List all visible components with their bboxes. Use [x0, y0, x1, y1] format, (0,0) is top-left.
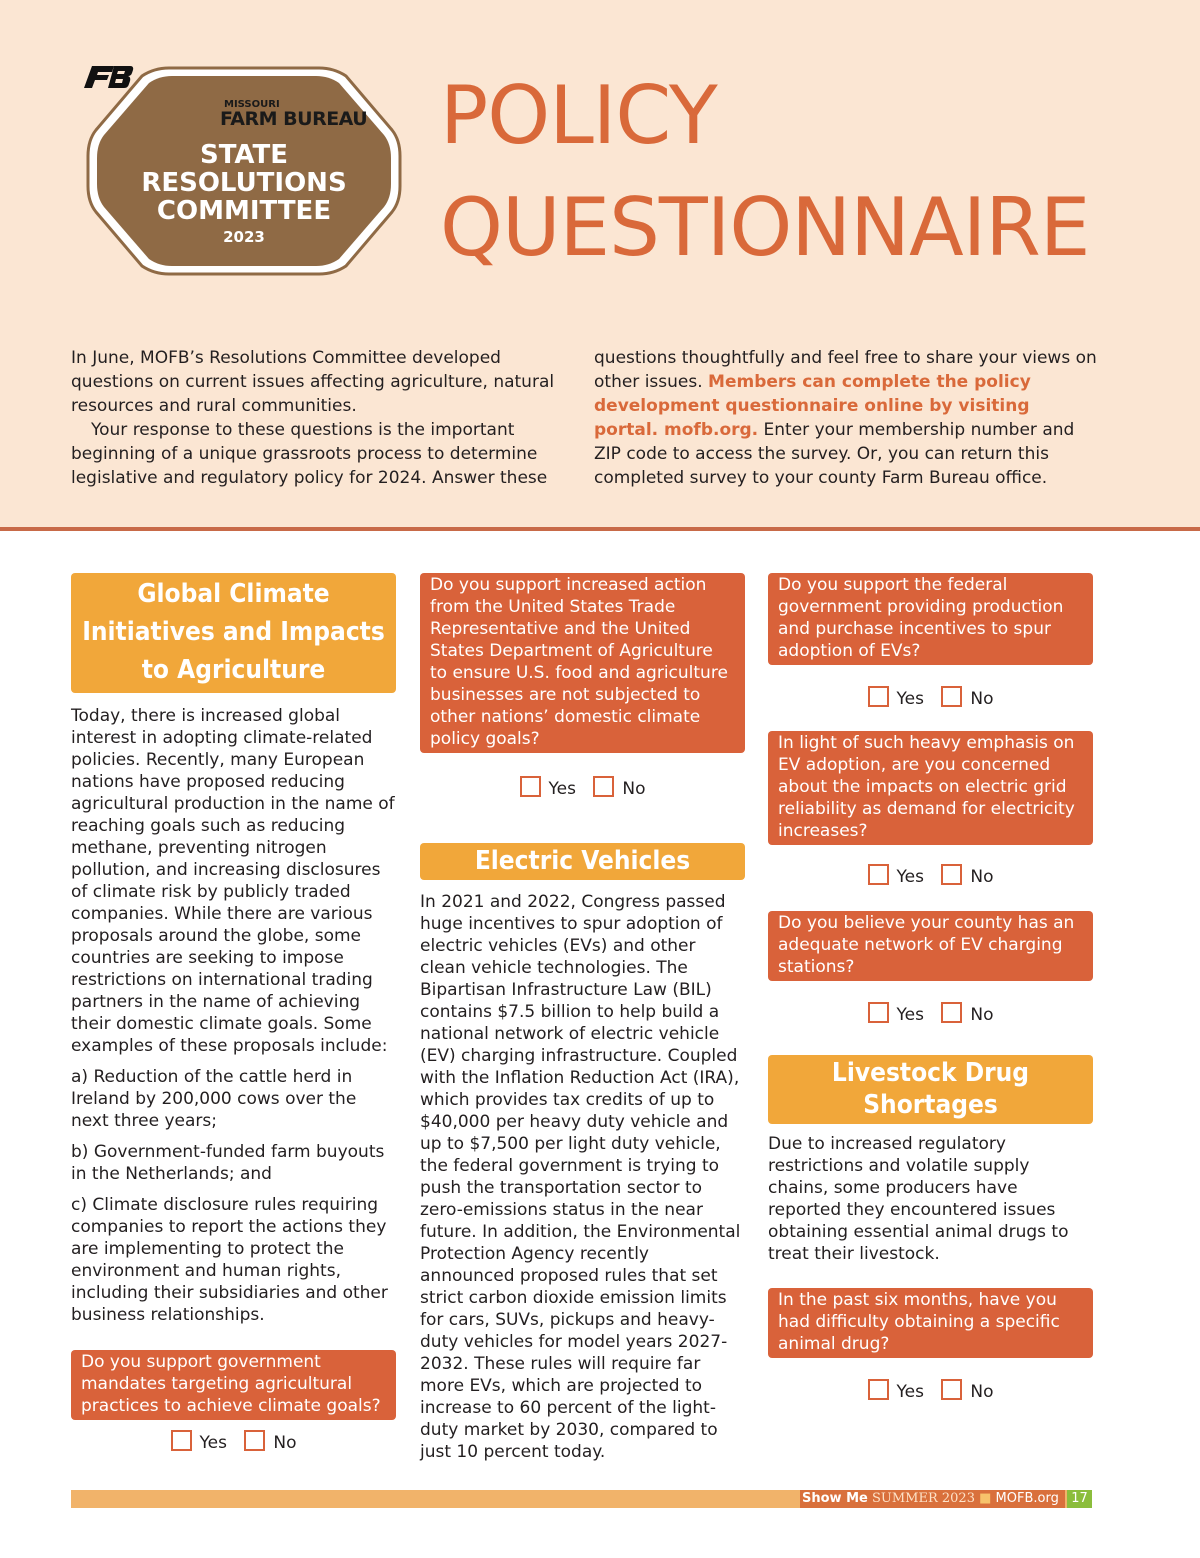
page-title — [440, 60, 1089, 284]
answer-ev-charging — [768, 1001, 1093, 1041]
yes-label: Yes — [896, 867, 924, 887]
title-line-1: POLICY — [440, 69, 717, 162]
yes-option[interactable] — [868, 685, 924, 713]
climate-item-a: a) Reduction of the cattle herd in Ireland by 200,000 cows over the next three years; — [71, 1067, 357, 1131]
logo-big-text: FARM BUREAU — [220, 108, 368, 130]
no-label: No — [970, 1005, 994, 1025]
climate-item-c: c) Climate disclosure rules requiring companies to report the actions they are implementing to protect the environment and human rights, including their subsidiaries and other business relationships. — [71, 1195, 388, 1325]
column-ev — [420, 573, 745, 1463]
column-livestock — [768, 573, 1093, 1418]
answer-grid-reliability — [768, 863, 1093, 903]
no-option[interactable] — [941, 1001, 993, 1029]
intro-paragraph-2: Your response to these questions is the important beginning of a unique grassroots process to determine legislative and regulatory policy for 2024. Answer these — [71, 420, 548, 488]
no-checkbox[interactable] — [244, 1430, 265, 1451]
yes-option[interactable] — [520, 775, 576, 803]
no-option[interactable] — [941, 685, 993, 713]
yes-checkbox[interactable] — [520, 776, 541, 797]
intro-text: questions thoughtfully and feel free to share your views on other issues. — [594, 348, 1097, 392]
no-checkbox[interactable] — [941, 1379, 962, 1400]
intro-text-end: Enter your membership number and ZIP code to access the survey. Or, you can return this completed survey to your county Farm Bureau office. — [594, 420, 1075, 488]
no-checkbox[interactable] — [941, 686, 962, 707]
footer-separator: ■ — [979, 1491, 992, 1506]
climate-item-b: b) Government-funded farm buyouts in the Netherlands; and — [71, 1142, 385, 1184]
header-panel — [0, 0, 1200, 531]
page-number: 17 — [1067, 1490, 1092, 1508]
column-climate — [71, 573, 396, 1469]
question-animal-drug: In the past six months, have you had difficulty obtaining a specific animal drug? — [768, 1288, 1093, 1358]
question-ev-charging: Do you believe your county has an adequate network of EV charging stations? — [768, 911, 1093, 981]
footer-info — [800, 1490, 1065, 1508]
badge-line-3: COMMITTEE — [156, 196, 332, 226]
intro-paragraph-1: In June, MOFB’s Resolutions Committee developed questions on current issues affecting agriculture, natural resources and rural communities. — [71, 348, 555, 416]
no-checkbox[interactable] — [593, 776, 614, 797]
intro-left-column — [71, 346, 576, 490]
badge-year: 2023 — [223, 228, 265, 246]
no-option[interactable] — [941, 863, 993, 891]
yes-label: Yes — [896, 1382, 924, 1402]
ev-body: In 2021 and 2022, Congress passed huge incentives to spur adoption of electric vehicles (EVs) and other clean vehicle technologies. The Bipartisan Infrastructure Law (BIL) contains $7.5 billion to help build a national network of electric vehicle (EV) charging infrastructure. Coupled with the Inflation Reduction Act (IRA), which provides tax credits of up to $40,000 per heavy duty vehicle and up to $7,500 per light duty vehicle, the federal government is trying to push the transportation sector to zero-emissions status in the near future. In addition, the Environmental Protection Agency recently announced proposed rules that set strict carbon dioxide emission limits for cars, SUVs, pickups and heavy-duty vehicles for model years 2027-2032. These rules will require far more EVs, which are projected to increase to 60 percent of the light-duty market by 2030, compared to just 10 percent today. — [420, 892, 741, 1462]
no-label: No — [273, 1433, 297, 1453]
yes-checkbox[interactable] — [868, 1379, 889, 1400]
yes-label: Yes — [199, 1433, 227, 1453]
no-label: No — [622, 779, 646, 799]
answer-animal-drug — [768, 1378, 1093, 1418]
intro-paragraph-3 — [594, 346, 1099, 490]
yes-option[interactable] — [868, 1378, 924, 1406]
yes-checkbox[interactable] — [171, 1430, 192, 1451]
no-checkbox[interactable] — [941, 864, 962, 885]
farm-bureau-logo-icon — [84, 64, 134, 88]
no-label: No — [970, 1382, 994, 1402]
section-heading-climate: Global Climate Initiatives and Impacts to Agriculture — [71, 573, 396, 693]
issue-season: SUMMER 2023 — [871, 1491, 975, 1506]
section-heading-livestock: Livestock Drug Shortages — [768, 1055, 1093, 1124]
yes-checkbox[interactable] — [868, 1002, 889, 1023]
yes-label: Yes — [896, 1005, 924, 1025]
section-heading-ev: Electric Vehicles — [420, 843, 745, 880]
answer-trade-action — [420, 775, 745, 815]
no-label: No — [970, 689, 994, 709]
badge-line-1: STATE — [199, 140, 289, 170]
committee-badge — [84, 64, 404, 278]
answer-ev-incentives — [768, 685, 1093, 725]
yes-checkbox[interactable] — [868, 686, 889, 707]
livestock-body: Due to increased regulatory restrictions and volatile supply chains, some producers have reported they encountered issues obtaining essential animal drugs to treat their livestock. — [768, 1134, 1069, 1264]
climate-body: Today, there is increased global interest in adopting climate-related policies. Recently, many European nations have proposed reducing agricultural production in the name of reaching goals such as reducing methane, preventing nitrogen pollution, and increasing disclosures of climate risk by publicly traded companies. While there are various proposals around the globe, some countries are seeking to impose restrictions on international trading partners in the name of achieving their domestic climate goals. Some examples of these proposals include: — [71, 706, 395, 1056]
yes-label: Yes — [896, 689, 924, 709]
question-grid-reliability: In light of such heavy emphasis on EV adoption, are you concerned about the impacts on electric grid reliability as demand for electricity increases? — [768, 731, 1093, 845]
intro-right-column — [594, 346, 1099, 490]
title-line-2: QUESTIONNAIRE — [440, 181, 1090, 274]
no-option[interactable] — [244, 1429, 296, 1457]
question-trade-action: Do you support increased action from the United States Trade Representative and the United States Department of Agriculture to ensure U.S. food and agriculture businesses are not subjected to other nations’ domestic climate policy goals? — [420, 573, 745, 753]
no-checkbox[interactable] — [941, 1002, 962, 1023]
question-ev-incentives: Do you support the federal government providing production and purchase incentives to spur adoption of EVs? — [768, 573, 1093, 665]
online-link-text[interactable]: Members can complete the policy development questionnaire online by visiting portal. mofb.org. — [594, 372, 1031, 440]
no-option[interactable] — [941, 1378, 993, 1406]
footer-site: MOFB.org — [995, 1491, 1059, 1506]
answer-climate-mandates — [71, 1429, 396, 1469]
badge-line-2: RESOLUTIONS — [141, 168, 347, 198]
no-label: No — [970, 867, 994, 887]
yes-option[interactable] — [868, 863, 924, 891]
question-climate-mandates: Do you support government mandates targeting agricultural practices to achieve climate goals? — [71, 1350, 396, 1420]
yes-option[interactable] — [868, 1001, 924, 1029]
yes-label: Yes — [548, 779, 576, 799]
magazine-name: Show Me — [802, 1491, 868, 1506]
yes-option[interactable] — [171, 1429, 227, 1457]
yes-checkbox[interactable] — [868, 864, 889, 885]
logo-small-text: MISSOURI — [224, 99, 280, 110]
no-option[interactable] — [593, 775, 645, 803]
